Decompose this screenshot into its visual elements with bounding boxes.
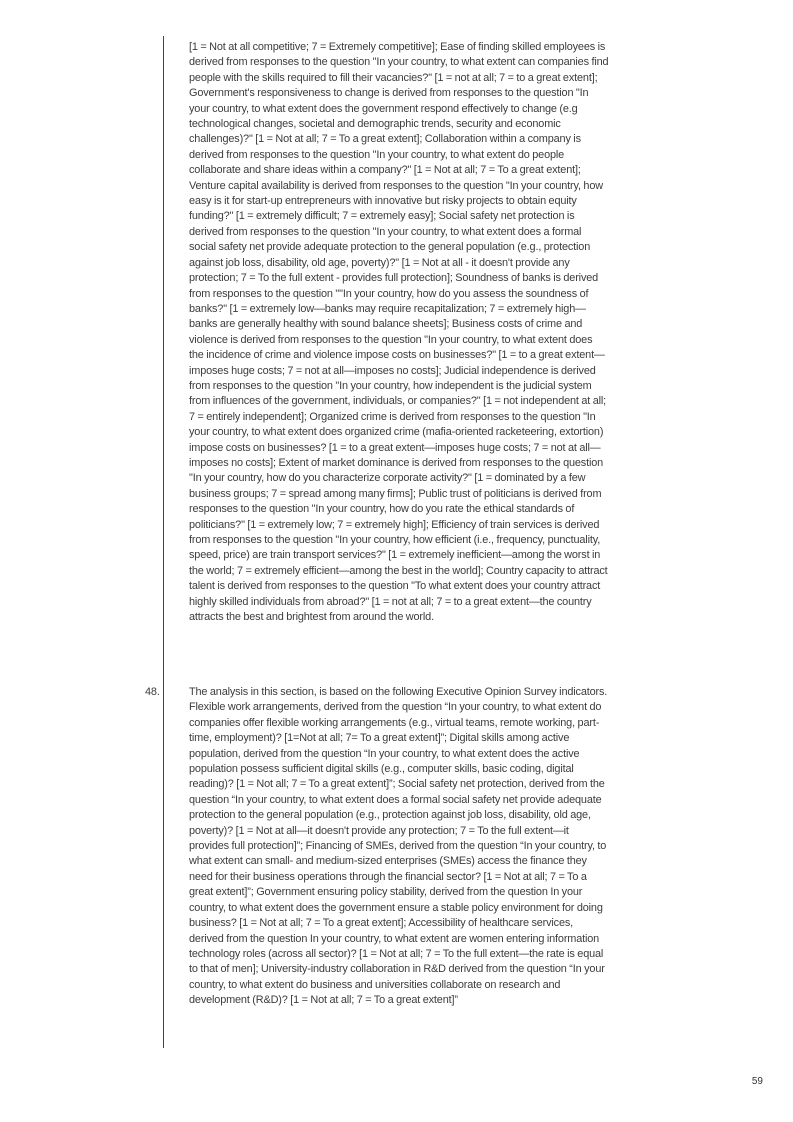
page-number: 59 xyxy=(751,1076,763,1087)
endnote-text: The analysis in this section, is based on the following Executive Opinion Survey indicators. Flexible work arrangements, derived from the question “In your country, to what extent do companies offer flexible working arrangements (e.g., virtual teams, remote working, part-time, employment)? [1=Not at all; 7= To a great extent]”; Digital skills among active population, derived from the question “In your country, to what extent does the active population possess sufficient digital skills (e.g., computer skills, basic coding, digital reading)? [1 = Not all; 7 = To a great extent]”; Social safety net protection, derived from the question “In your country, to what extent does a formal social safety net provide adequate protection to the general population (e.g., protection against job loss, disability, old age, poverty)? [1 = Not at all—it doesn't provide any protection; 7 = To the full extent—it provides full protection]”; Financing of SMEs, derived from the question “In your country, to what extent can small- and medium-sized enterprises (SMEs) access the finance they need for their business operations through the financial sector? [1 = Not at all; 7 = To a great extent]”; Government ensuring policy stability, derived from the question In your country, to what extent does the government ensure a stable policy environment for doing business? [1 = Not at all; 7 = To a great extent]; Accessibility of healthcare services, derived from the question In your country, to what extent are women entering information technology roles (across all sector)? [1 = Not at all; 7 = To the full extent—the rate is equal to that of men]; University-industry collaboration in R&D derived from the question “In your country, to what extent do business and universities collaborate on research and development (R&D)? [1 = Not at all; 7 = To a great extent]” xyxy=(189,686,608,1007)
endnote-text: [1 = Not at all competitive; 7 = Extremely competitive]; Ease of finding skilled employees is derived from responses to the question "In your country, to what extent can companies find people with the skills required to fill their vacancies?" [1 = not at all; 7 = to a great extent]; Government's responsiveness to change is derived from responses to the question "In your country, to what extent does the government respond effectively to change (e.g technological changes, societal and demographic trends, security and economic challenges)?" [1 = Not at all; 7 = To a great extent]; Collaboration within a company is derived from responses to the question "In your country, to what extent do people collaborate and share ideas within a company?" [1 = Not at all; 7 = To a great extent]; Venture capital availability is derived from responses to the question "In your country, how easy is it for start-up entrepreneurs with innovative but risky projects to obtain equity funding?" [1 = extremely difficult; 7 = extremely easy]; Social safety net protection is derived from responses to the question "In your country, to what extent does a formal social safety net provide adequate protection to the general population (e.g., protection against job loss, disability, old age, poverty)?" [1 = Not at all - it doesn't provide any protection; 7 = To the full extent - provides full protection]; Soundness of banks is derived from responses to the question ""In your country, how do you assess the soundness of banks?" [1 = extremely low—banks may require recapitalization; 7 = extremely high—banks are generally healthy with sound balance sheets]; Business costs of crime and violence is derived from responses to the question "In your country, to what extent does the incidence of crime and violence impose costs on businesses?" [1 = to a great extent—imposes huge costs; 7 = not at all—imposes no costs]; Judicial independence is derived from responses to the question "In your country, how independent is the judicial system from influences of the government, individuals, or companies?" [1 = not independent at all; 7 = entirely independent]; Organized crime is derived from responses to the question "In your country, to what extent does organized crime (mafia-oriented racketeering, extortion) impose costs on businesses? [1 = to a great extent—imposes huge costs; 7 = not at all—imposes no costs]; Extent of market dominance is derived from responses to the question "In your country, how do you characterize corporate activity?" [1 = dominated by a few business groups; 7 = spread among many firms]; Public trust of politicians is derived from responses to the question "In your country, how do you rate the ethical standards of politicians?" [1 = extremely low; 7 = extremely high]; Efficiency of train services is derived from responses to the question "In your country, how efficient (i.e., frequency, punctuality, speed, price) are train transport services?" [1 = extremely inefficient—among the worst in the world; 7 = extremely efficient—among the best in the world]; Country capacity to attract talent is derived from responses to the question "To what extent does your country attract highly skilled individuals from abroad?" [1 = not at all; 7 = to a great extent—the country attracts the best and brightest from around the world. xyxy=(189,41,609,624)
endnote-number: 48. xyxy=(145,686,160,698)
margin-rule xyxy=(163,36,164,1048)
